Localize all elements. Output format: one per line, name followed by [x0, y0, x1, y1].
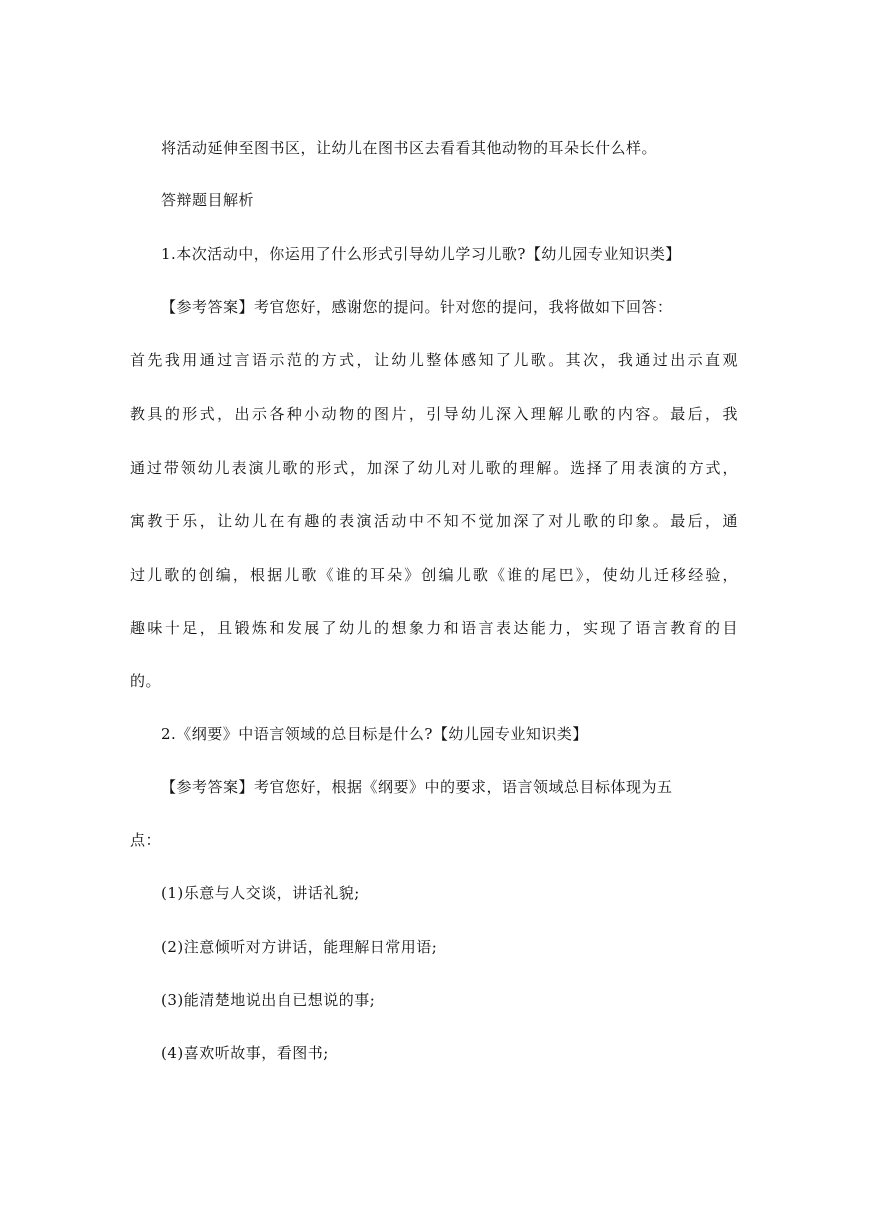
question-1: 1.本次活动中，你运用了什么形式引导幼儿学习儿歌?【幼儿园专业知识类】: [161, 245, 681, 263]
answer-1-line: 过儿歌的创编，根据儿歌《谁的耳朵》创编儿歌《谁的尾巴》，使幼儿迁移经验，: [130, 566, 738, 584]
list-item: (4)喜欢听故事，看图书;: [161, 1044, 329, 1062]
answer-1-line: 教具的形式，出示各种小动物的图片，引导幼儿深入理解儿歌的内容。最后，我: [130, 405, 738, 423]
question-2: 2.《纲要》中语言领域的总目标是什么?【幼儿园专业知识类】: [161, 725, 588, 743]
answer-2-line: 【参考答案】考官您好，根据《纲要》中的要求，语言领域总目标体现为五: [161, 778, 673, 796]
answer-1-line: 【参考答案】考官您好，感谢您的提问。针对您的提问，我将做如下回答：: [161, 298, 673, 316]
paragraph-line: 将活动延伸至图书区，让幼儿在图书区去看看其他动物的耳朵长什么样。: [161, 139, 658, 157]
answer-1-line: 首先我用通过言语示范的方式，让幼儿整体感知了儿歌。其次，我通过出示直观: [130, 351, 738, 369]
answer-1-line: 通过带领幼儿表演儿歌的形式，加深了幼儿对儿歌的理解。选择了用表演的方式，: [130, 459, 738, 477]
answer-1-line: 趣味十足，且锻炼和发展了幼儿的想象力和语言表达能力，实现了语言教育的目: [130, 619, 738, 637]
answer-2-line: 点：: [130, 831, 162, 849]
list-item: (2)注意倾听对方讲话，能理解日常用语;: [161, 938, 438, 956]
list-item: (1)乐意与人交谈，讲话礼貌;: [161, 884, 360, 902]
answer-1-line: 的。: [130, 672, 162, 690]
section-heading: 答辩题目解析: [161, 191, 255, 209]
answer-1-line: 寓教于乐，让幼儿在有趣的表演活动中不知不觉加深了对儿歌的印象。最后，通: [130, 512, 738, 530]
list-item: (3)能清楚地说出自已想说的事;: [161, 991, 376, 1009]
